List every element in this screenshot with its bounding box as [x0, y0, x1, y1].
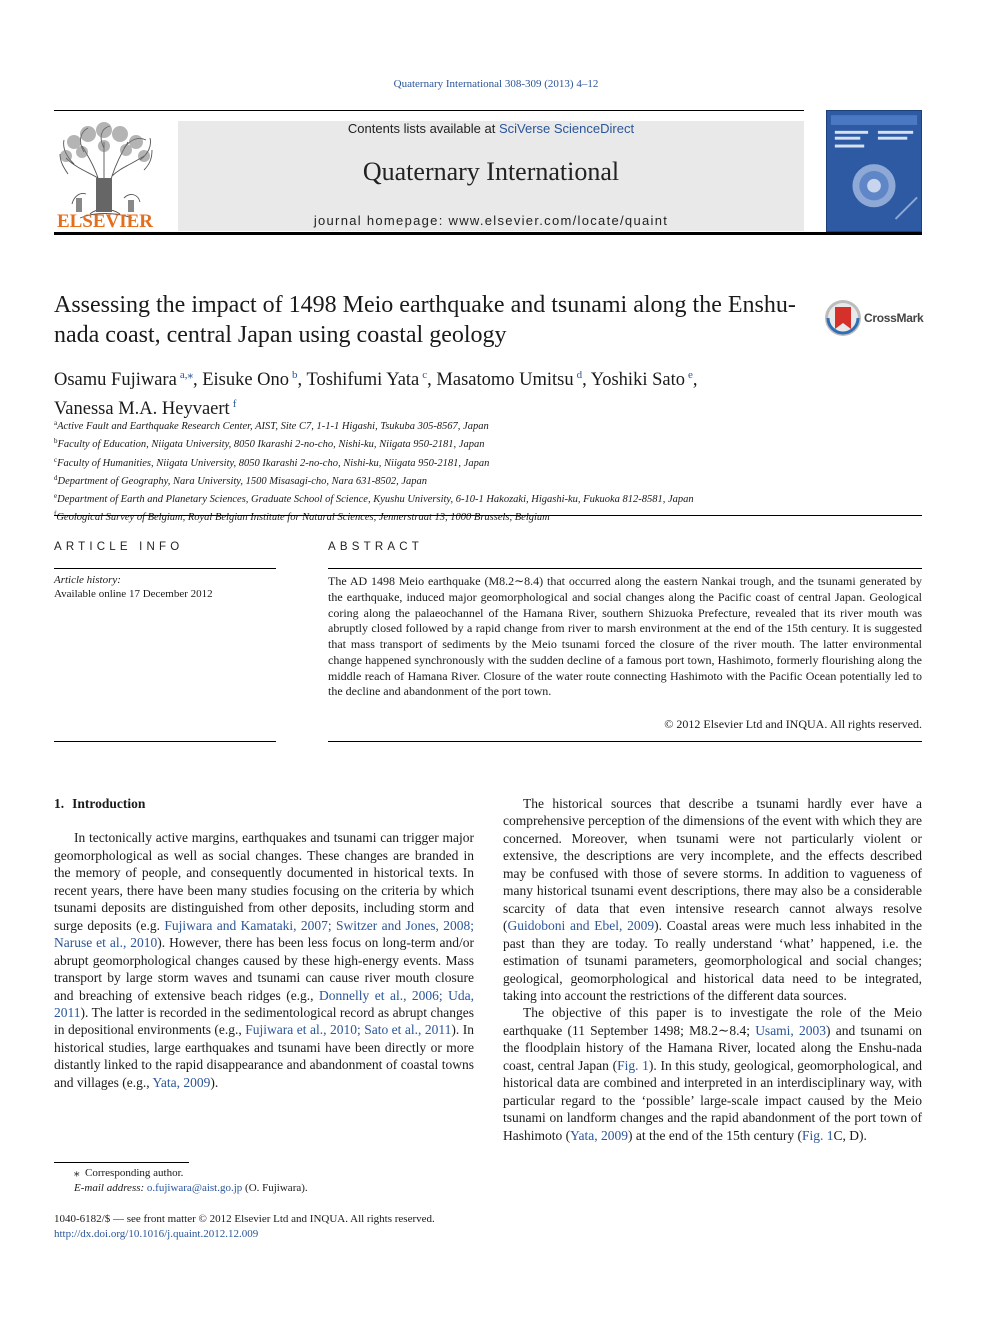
author-name: Vanessa M.A. Heyvaert [54, 399, 230, 419]
journal-homepage: journal homepage: www.elsevier.com/locate/quaint [313, 213, 669, 228]
author-affiliation-marker[interactable]: e [687, 369, 693, 381]
reference-link[interactable]: Fujiwara et al., 2010; Sato et al., 2011 [245, 1022, 452, 1038]
author-name: Toshifumi Yata [306, 370, 420, 390]
abstract-copyright: © 2012 Elsevier Ltd and INQUA. All rights reserved. [664, 717, 922, 731]
reference-link[interactable]: Fig. 1 [801, 1127, 834, 1143]
contents-line: Contents lists available at SciVerse ScienceDirect [347, 121, 635, 136]
author-name: Osamu Fujiwara [54, 370, 177, 390]
affiliation-item: $^e$Department of Earth and Planetary Sciences, Graduate School of Science, Kyushu University, 6-10-1 Hakozaki, Higashi-ku, Fukuoka 812-8581, Japan [54, 492, 694, 506]
affiliation-item: $^d$Department of Geography, Nara University, 1500 Misasagi-cho, Nara 631-8502, Japan [54, 473, 428, 487]
author-affiliation-marker[interactable]: b [292, 369, 298, 381]
body-right-column [503, 795, 922, 1144]
footnote-rule [54, 1162, 189, 1163]
abstract-bottom-rule [328, 741, 922, 742]
reference-link[interactable]: Donnelly et al., 2006; Uda, 2011 [54, 987, 474, 1020]
reference-link[interactable]: Yata, 2009 [152, 1074, 211, 1090]
affiliation-item: $^f$Geological Survey of Belgium, Royal Belgian Institute for Natural Sciences, Jennerstraat 13, 1000 Brussels, Belgium [54, 510, 550, 524]
author-name: Yoshiki Sato [590, 370, 685, 390]
affiliation-item: $^b$Faculty of Education, Niigata University, 8050 Ikarashi 2-no-cho, Nishi-ku, Niigata 950-2181, Japan [54, 437, 485, 451]
sciencedirect-link[interactable]: SciVerse ScienceDirect [498, 121, 635, 136]
header-bottom-rule [54, 232, 922, 235]
section-heading: 1. Introduction [54, 796, 146, 811]
abstract-heading: ABSTRACT [328, 541, 423, 553]
affiliation-item: $^a$Active Fault and Earthquake Research Center, AIST, Site C7, 1-1-1 Higashi, Tsukuba 305-8567, Japan [54, 419, 489, 432]
journal-cover-image-icon[interactable] [826, 110, 922, 232]
doi-link[interactable]: http://dx.doi.org/10.1016/j.quaint.2012.12.009 [54, 1228, 259, 1240]
article-title: Assessing the impact of 1498 Meio earthquake and tsunami along the Enshu-nada coast, central Japan using coastal geology [54, 292, 796, 348]
issn-block [54, 1212, 574, 1242]
header-top-rule [54, 110, 804, 111]
body-left-column [54, 795, 474, 1091]
affiliation-rule [54, 515, 922, 516]
body-paragraph: The objective of this paper is to investigate the role of the Meio earthquake (11 September 1498; M8.2∼8.4; Usami, 2003) and tsunami on the floodplain history of the Hamana River, located along the Enshu-nada coast, central Japan (Fig. 1). In this study, geological, geomorphological, and historical data are combined and interpreted in an interdisciplinary way, with particular regard to the ‘possible’ large-scale impact caused by the Meio tsunami on landform changes and the rapid abandonment of the port town of Hashimoto (Yata, 2009) at the end of the 15th century (Fig. 1C, D). [503, 1005, 922, 1143]
author-email-link[interactable]: o.fujiwara@aist.go.jp [146, 1182, 243, 1194]
reference-link[interactable]: Fig. 1 [617, 1057, 649, 1073]
journal-title: Quaternary International [362, 157, 620, 186]
reference-link[interactable]: Yata, 2009 [570, 1127, 629, 1143]
reference-link[interactable]: Fujiwara and Kamataki, 2007; Switzer and Jones, 2008; Naruse et al., 2010 [54, 917, 474, 951]
author-affiliation-marker[interactable]: c [422, 369, 428, 381]
affiliation-item: $^c$Faculty of Humanities, Niigata University, 8050 Ikarashi 2-no-cho, Nishi-ku, Niigata 950-2181, Japan [54, 455, 490, 469]
elsevier-wordmark: ELSEVIER [56, 211, 154, 232]
author-name: Eisuke Ono [202, 370, 290, 390]
abstract-text: The AD 1498 Meio earthquake (M8.2∼8.4) that occurred along the eastern Nankai trough, and the tsunami generated by the earthquake, induced major geomorphological and social changes along the Pacific coast of central Japan. Geological coring along the palaeochannel of the Hamana River, southern Shizuoka Prefecture, revealed that its river mouth was abruptly closed followed by a rapid change from river to marsh environment at the end of the 15th century. It is suggested that mass transport of sediments by the Meio tsunami forced the closure of the river mouth. The latter environmental change happened synchronously with the sudden decline of a famous port town, Hashimoto, formerly flourishing along the middle reach of Hamana River. Closure of the water route connecting Hashimoto with the Pacific Ocean potentially led to the decline and abandonment of the port town. [328, 574, 922, 699]
author-list: Osamu Fujiwara $^{a,⁎}$, Eisuke Ono $^b$, Toshifumi Yata $^c$, Masatomo Umitsu $^d$, Yoshiki Sato $^e$, Vanessa M.A. Heyvaert $^f$ [54, 369, 698, 419]
body-paragraph: In tectonically active margins, earthquakes and tsunami can trigger major geomorphological as well as social changes. These changes are branded in the memory of people, and consequently documented in historical texts. In recent years, there have been many studies focusing on the criteria by which tsunami deposits are distinguished from other deposits, including storm and surge deposits (e.g. Fujiwara and Kamataki, 2007; Switzer and Jones, 2008; Naruse et al., 2010). However, there has been less focus on long-term and/or abrupt geomorphological changes caused by these high-energy events. Mass transport by large storm waves and tsunami can cause river mouth closure and breaching of extensive beach ridges (e.g., Donnelly et al., 2006; Uda, 2011). The latter is recorded in the sedimentological record as abrupt changes in depositional environments (e.g., Fujiwara et al., 2010; Sato et al., 2011). In historical studies, large earthquakes and tsunami have been directly or more distantly linked to the rapid disappearance and abandonment of coastal towns and villages (e.g., Yata, 2009). [54, 830, 475, 1090]
author-affiliation-marker[interactable]: f [232, 398, 237, 410]
article-history [54, 573, 276, 601]
crossmark-label[interactable]: CrossMark [864, 311, 924, 325]
affiliation-list [54, 416, 934, 526]
homepage-url[interactable]: www.elsevier.com/locate/quaint [448, 213, 669, 228]
author-affiliation-marker[interactable]: a,⁎ [179, 369, 193, 381]
article-info-rule [54, 568, 276, 569]
body-paragraph: The historical sources that describe a tsunami hardly ever have a comprehensive perception of the dimensions of the event with which they are concerned. Moreover, when tsunami were not particularly violent or extensive, the descriptions are very incomplete, and the effects described may be confused with those of severe storms. In addition to vagueness of many historical tsunami event descriptions, there may also be a considerable scarcity of data that even intensive research cannot always resolve (Guidoboni and Ebel, 2009). Coastal areas were much less inhabited in the past than they are today. To really understand ‘what’ happened, i.e. the estimation of tsunami parameters, geomorphological and social changes; geological, geomorphological and historical data need to be integrated, taking into account the restrictions of the different data sources. [503, 796, 922, 1003]
reference-link[interactable]: Usami, 2003 [755, 1022, 827, 1038]
reference-link[interactable]: Guidoboni and Ebel, 2009 [507, 918, 655, 934]
article-info-bottom-rule [54, 741, 276, 742]
author-name: Masatomo Umitsu [436, 370, 574, 390]
history-value: Available online 17 December 2012 [54, 588, 213, 600]
issn-line: 1040-6182/$ — see front matter © 2012 Elsevier Ltd and INQUA. All rights reserved. [54, 1213, 435, 1225]
journal-citation[interactable]: Quaternary International 308-309 (2013) 4–12 [393, 78, 599, 90]
abstract-rule [328, 568, 922, 569]
history-label: Article history: [54, 574, 121, 586]
article-info-heading: ARTICLE INFO [54, 541, 184, 553]
corresponding-author-footnote: ⁎ Corresponding author. E-mail address: o.fujiwara@aist.go.jp (O. Fujiwara). [74, 1167, 308, 1194]
author-affiliation-marker[interactable]: d [576, 369, 583, 381]
